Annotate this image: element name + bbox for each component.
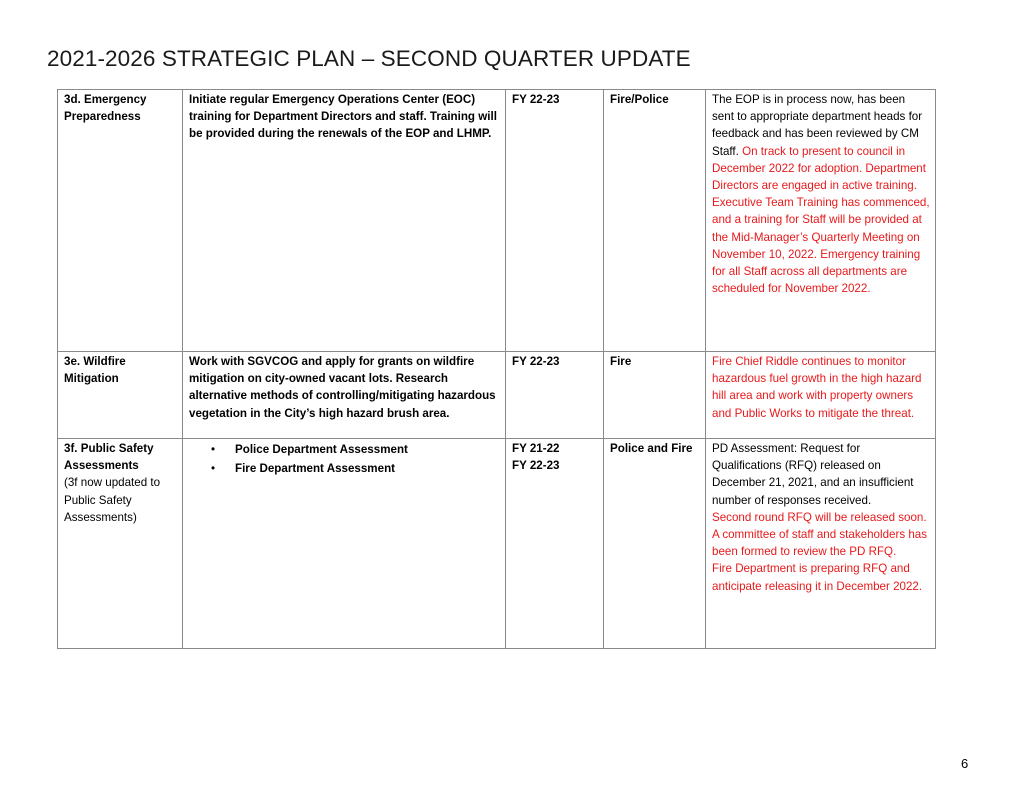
- goal-label: 3d. Emergency Preparedness: [64, 93, 147, 124]
- status-update-text: On track to present to council in December 2022 for adoption. Department Directors are engaged in active training. Executive Team Training has commenced, and a training for Staff will be provided at the Mid-Manager’s Quarterly Meeting on November 10, 2022. Emergency training for all Staff across all departments are scheduled for November 2022.: [712, 144, 930, 296]
- action-text: Work with SGVCOG and apply for grants on wildfire mitigation on city-owned vacant lots. Research alternative methods of controlling/mitigating hazardous vegetation in the City’s high hazard brush area.: [189, 355, 496, 420]
- status-text: PD Assessment: Request for Qualifications (RFQ) released on December 21, 2021, and an insufficient number of responses received.: [712, 442, 914, 507]
- status-text: The EOP is in process now, has been sent to appropriate department heads for feedback and has been reviewed by CM Staff.: [712, 93, 923, 158]
- list-item: • Fire Department Assessment: [207, 460, 500, 478]
- status-update-text: Second round RFQ will be released soon. A committee of staff and stakeholders has been formed to review the PD RFQ.: [712, 510, 928, 559]
- status-cell: [706, 439, 936, 649]
- responsible-cell: [604, 352, 706, 439]
- responsible-cell: [604, 90, 706, 352]
- action-cell: [183, 439, 506, 649]
- action-list: [189, 441, 500, 477]
- timeline-text: FY 21-22: [512, 442, 560, 455]
- table-row: [58, 352, 936, 439]
- page-title: 2021-2026 STRATEGIC PLAN – SECOND QUARTER UPDATE: [47, 46, 691, 71]
- status-update-text: Fire Department is preparing RFQ and anticipate releasing it in December 2022.: [712, 562, 923, 593]
- timeline-cell: [506, 352, 604, 439]
- goal-label: 3f. Public Safety Assessments: [64, 442, 154, 473]
- page-number: 6: [961, 756, 969, 771]
- timeline-text: FY 22-23: [512, 355, 560, 368]
- goal-cell: [58, 90, 183, 352]
- timeline-cell: [506, 439, 604, 649]
- responsible-text: Police and Fire: [610, 442, 693, 455]
- action-cell: [183, 90, 506, 352]
- goal-note: (3f now updated to Public Safety Assessments): [64, 476, 161, 524]
- goal-cell: [58, 439, 183, 649]
- responsible-text: Fire: [610, 355, 632, 368]
- action-cell: [183, 352, 506, 439]
- status-update-text: Fire Chief Riddle continues to monitor hazardous fuel growth in the high hazard hill area and work with property owners and Public Works to mitigate the threat.: [712, 355, 922, 420]
- timeline-text: FY 22-23: [512, 459, 560, 473]
- timeline-text: FY 22-23: [512, 93, 560, 106]
- goal-cell: [58, 352, 183, 439]
- responsible-cell: [604, 439, 706, 649]
- timeline-cell: [506, 90, 604, 352]
- strategic-plan-table: [57, 89, 936, 649]
- status-cell: [706, 352, 936, 439]
- action-text: Initiate regular Emergency Operations Center (EOC) training for Department Directors and staff. Training will be provided during the renewals of the EOP and LHMP.: [189, 93, 497, 141]
- status-cell: [706, 90, 936, 352]
- list-item: • Police Department Assessment: [207, 441, 500, 459]
- goal-label: 3e. Wildfire Mitigation: [64, 355, 126, 386]
- responsible-text: Fire/Police: [610, 93, 669, 106]
- table-row: [58, 439, 936, 649]
- table-row: [58, 90, 936, 352]
